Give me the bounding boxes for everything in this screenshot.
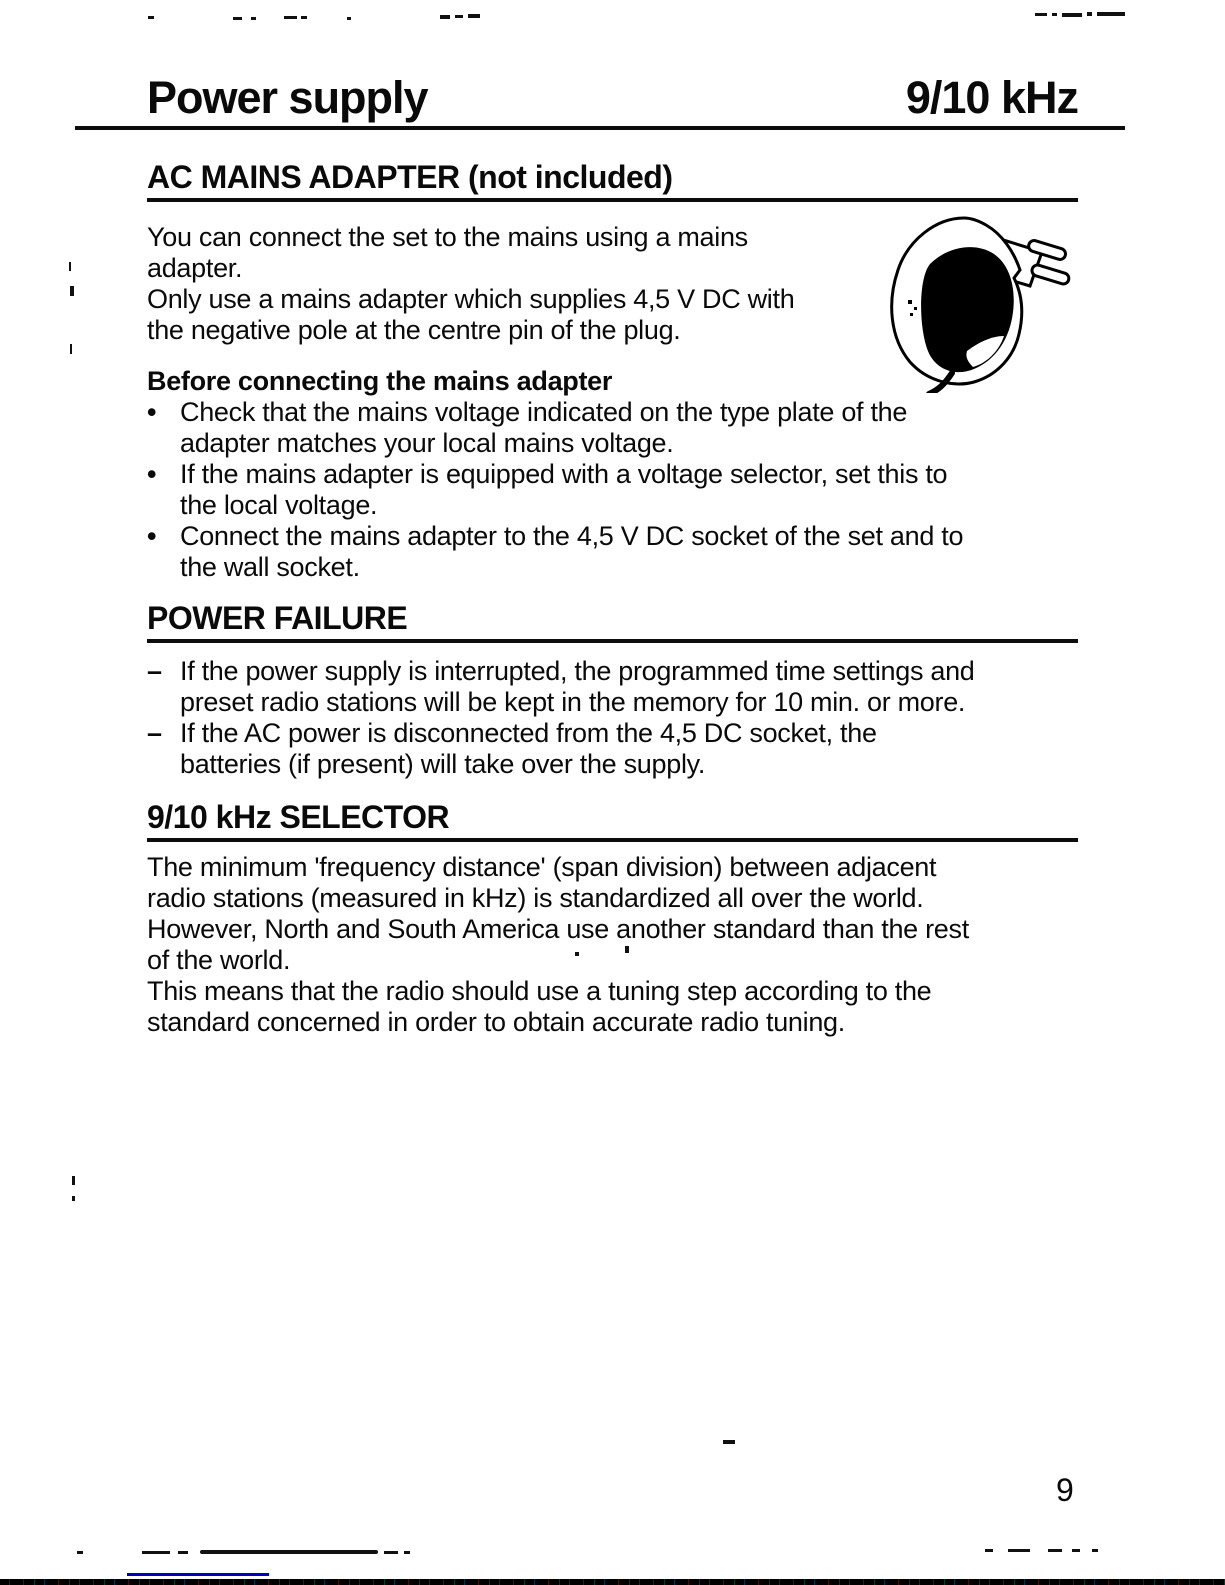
text-line: If the power supply is interrupted, the programmed time settings and [180, 656, 975, 686]
text-line: Check that the mains voltage indicated on the type plate of the [180, 397, 908, 427]
scan-artifact [985, 1549, 993, 1552]
section-heading-power-failure: POWER FAILURE [147, 601, 1078, 643]
scan-artifact [404, 1551, 410, 1554]
bullet-icon: • [147, 397, 157, 427]
scan-artifact [1035, 13, 1047, 16]
text-line: radio stations (measured in kHz) is standardized all over the world. [147, 883, 924, 913]
page-header [147, 72, 1078, 124]
list-item-text [180, 397, 1078, 459]
text-line: Only use a mains adapter which supplies 4,5 V DC with [147, 284, 795, 314]
scanner-edge-artifact [0, 1579, 1225, 1585]
scan-artifact [1072, 1549, 1080, 1552]
list-item [147, 718, 1078, 780]
list-item-text [180, 656, 1078, 718]
scan-artifact [69, 262, 71, 271]
dash-icon: – [147, 718, 163, 748]
text-line: the negative pole at the centre pin of the plug. [147, 315, 681, 345]
page-subtitle: 9/10 kHz [905, 72, 1078, 123]
bullet-icon: • [147, 521, 157, 551]
scan-artifact [284, 16, 297, 19]
text-line: You can connect the set to the mains using a mains [147, 222, 748, 252]
text-line: This means that the radio should use a tuning step according to the [147, 976, 932, 1006]
mains-adapter-illustration [872, 208, 1072, 393]
scan-artifact [70, 286, 74, 296]
scan-artifact [575, 952, 579, 956]
scan-artifact [384, 1551, 398, 1554]
scan-artifact [1052, 13, 1057, 16]
scan-artifact [1097, 12, 1125, 16]
scan-artifact [70, 344, 72, 354]
text-line: of the world. [147, 945, 291, 975]
scan-artifact [1008, 1549, 1030, 1552]
scan-artifact [723, 1440, 735, 1444]
dash-icon: – [147, 656, 163, 686]
section-heading-khz-selector: 9/10 kHz SELECTOR [147, 800, 1078, 842]
section-heading-ac-mains-adapter: AC MAINS ADAPTER (not included) [147, 160, 1078, 202]
scan-artifact [1048, 1549, 1062, 1552]
scan-artifact [178, 1551, 188, 1554]
list-item [147, 397, 1078, 459]
list-item [147, 656, 1078, 718]
scan-artifact [440, 15, 450, 19]
text-line: standard concerned in order to obtain accurate radio tuning. [147, 1007, 845, 1037]
text-line: the local voltage. [180, 490, 378, 520]
scan-artifact [142, 1551, 170, 1554]
scan-artifact [72, 1196, 75, 1201]
scan-artifact [233, 17, 242, 20]
scan-artifact [148, 16, 154, 19]
text-line: adapter. [147, 253, 243, 283]
text-line: However, North and South America use another standard than the rest [147, 914, 969, 944]
page-title: Power supply [147, 72, 428, 123]
power-failure-list [147, 656, 1078, 780]
text-line: batteries (if present) will take over the supply. [180, 749, 706, 779]
scan-artifact [77, 1551, 83, 1554]
text-line: Connect the mains adapter to the 4,5 V DC socket of the set and to [180, 521, 964, 551]
khz-selector-paragraph [147, 852, 1078, 1038]
scan-artifact [347, 17, 351, 20]
text-line: The minimum 'frequency distance' (span division) between adjacent [147, 852, 937, 882]
page-number: 9 [1056, 1472, 1074, 1508]
blue-pen-mark [127, 1573, 269, 1576]
scan-artifact [1087, 12, 1092, 16]
scan-artifact [1092, 1549, 1098, 1552]
scan-artifact [301, 16, 307, 19]
scan-artifact [625, 946, 629, 953]
list-item [147, 521, 1078, 583]
text-line: If the AC power is disconnected from the 4,5 DC socket, the [180, 718, 877, 748]
list-item-text [180, 718, 1078, 780]
scan-artifact [1062, 13, 1082, 17]
subheading-before-connecting: Before connecting the mains adapter [147, 366, 613, 396]
text-line: the wall socket. [180, 552, 360, 582]
scan-artifact [72, 1176, 75, 1185]
text-line: preset radio stations will be kept in the memory for 10 min. or more. [180, 687, 966, 717]
scan-artifact [251, 17, 256, 20]
text-line: If the mains adapter is equipped with a voltage selector, set this to [180, 459, 948, 489]
bullet-icon: • [147, 459, 157, 489]
list-item [147, 459, 1078, 521]
list-item-text [180, 459, 1078, 521]
scan-artifact [455, 15, 463, 18]
scan-artifact [468, 14, 480, 18]
ac-mains-bullet-list [147, 397, 1078, 583]
header-rule [75, 126, 1125, 130]
list-item-text [180, 521, 1078, 583]
text-line: adapter matches your local mains voltage. [180, 428, 674, 458]
scan-artifact [200, 1550, 378, 1554]
mains-adapter-plug-drawing [872, 208, 1072, 393]
